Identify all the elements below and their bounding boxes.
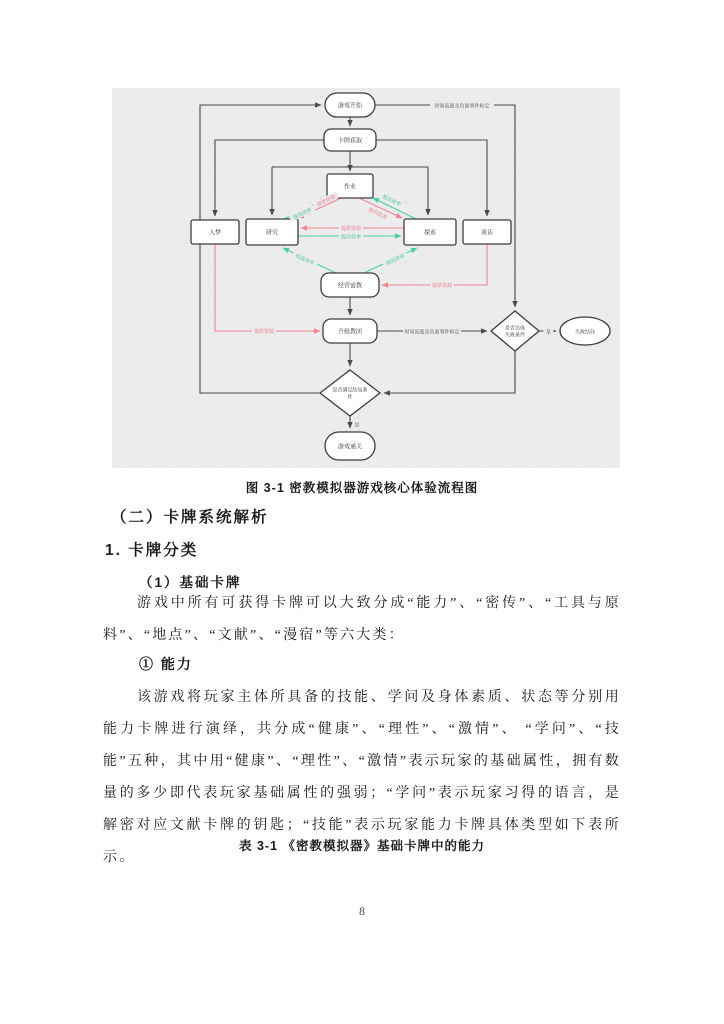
svg-text:提供资源: 提供资源 xyxy=(367,206,388,222)
sub-heading-ability: ① 能力 xyxy=(139,656,193,672)
svg-text:提高效率: 提高效率 xyxy=(381,193,402,209)
node-work-label: 作业 xyxy=(343,183,357,191)
node-manage-cult-label: 经营密教 xyxy=(337,282,363,290)
svg-text:提高效率: 提高效率 xyxy=(294,253,315,268)
sub-heading-basic-cards: （1）基础卡牌 xyxy=(139,575,242,590)
node-dream-label: 入梦 xyxy=(208,229,222,237)
numbered-heading: 1. 卡牌分类 xyxy=(105,542,199,559)
edge-label-time-check-mid: 时间流逝及负面事件检定 xyxy=(404,329,460,336)
svg-text:提供资源: 提供资源 xyxy=(316,193,337,209)
edge-label-yes-clear: 是 xyxy=(354,422,360,429)
node-fail-check-label-line2: 失败条件 xyxy=(504,332,526,339)
document-content xyxy=(103,0,621,1024)
node-fail-end-label: 失败结局 xyxy=(574,329,596,336)
section-heading: （二）卡牌系统解析 xyxy=(111,509,269,526)
table-caption: 表 3-1 《密教模拟器》基础卡牌中的能力 xyxy=(238,839,485,853)
page-number: 8 xyxy=(359,906,365,918)
node-research-label: 研究 xyxy=(265,229,279,237)
node-start-label: 游戏开始 xyxy=(337,102,363,110)
node-explore-label: 探索 xyxy=(423,229,437,237)
edge-label-efficiency-h: 提高效率 xyxy=(340,234,362,241)
edge-label-yes-fail: 是 xyxy=(545,329,552,336)
node-talk-label: 谈话 xyxy=(480,229,494,237)
node-game-clear-label: 游戏通关 xyxy=(337,443,363,451)
paragraph-ability-description: 该游戏将玩家主体所具备的技能、学问及身体素质、状态等分别用能力卡牌进行演绎，共分成“健康”、“理性”、“激情”、 “学问”、“技能”五种，其中用“健康”、“理性”、“激情”表示玩家的基础属性，拥有数量的多少即代表玩家基础属性的强弱；“学问”表示玩家习得的语言，是解密对应文献卡牌的钥匙；“技能”表示玩家能力卡牌具体类型如下表所示。 xyxy=(103,690,621,865)
edge-label-time-check-top: 时间流逝及负面事件检定 xyxy=(434,103,490,110)
edge-label-resource-dream: 提供资源 xyxy=(253,329,275,336)
figure-caption: 图 3-1 密教模拟器游戏核心体验流程图 xyxy=(245,481,479,495)
edge-label-resource-h: 提供资源 xyxy=(340,226,362,233)
node-upgrade-cult-label: 升级教团 xyxy=(337,328,363,336)
node-fail-check-label-line1: 是否达成 xyxy=(504,325,526,332)
node-end-check-label-line1: 是否满足结局条 xyxy=(332,387,368,394)
edge-label-resource-talk: 提供资源 xyxy=(431,283,453,290)
paragraph-card-categories: 游戏中所有可获得卡牌可以大致分成“能力”、“密传”、“工具与原料”、“地点”、“文献”、“漫宿”等六大类： xyxy=(103,596,621,643)
node-card-acquire-label: 卡牌获取 xyxy=(337,137,363,145)
svg-text:提高效率: 提高效率 xyxy=(385,253,406,268)
node-end-check-label-line2: 件 xyxy=(347,394,353,401)
svg-text:提高效率: 提高效率 xyxy=(292,206,313,222)
